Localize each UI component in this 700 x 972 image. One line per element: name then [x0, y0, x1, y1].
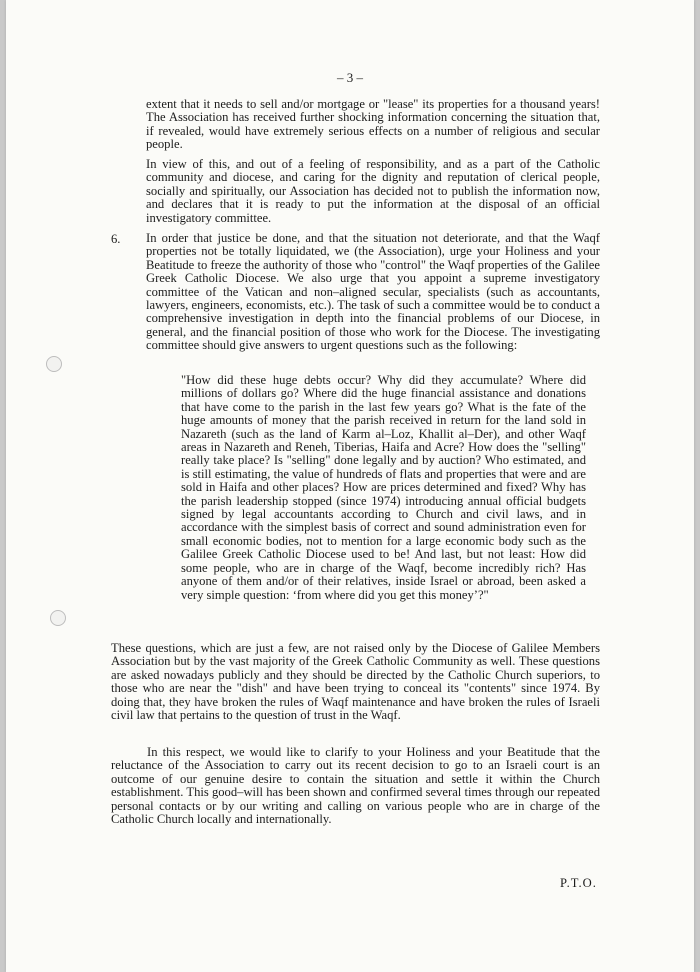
punch-hole-top	[46, 356, 62, 372]
paragraph-view-of-this: In view of this, and out of a feeling of responsibility, and as a part of the Catholic community and diocese, and caring for the dignity and reputation of clerical people, socially and spiritually, our Association has decided not to publish the information now, and declares that it is ready to put the information at the disposal of an official investigatory committee.	[146, 157, 600, 225]
block-quote-questions: "How did these huge debts occur? Why did they accumulate? Where did millions of dollars go? Where did the huge financial assistance and donations that have come to the parish in the last few years go? What is the fate of the huge amounts of money that the parish received in return for the land sold in Nazareth (such as the land of Karm al–Loz, Khallit al–Der), and other Waqf areas in Nazareth and Reneh, Tiberias, Haifa and Acre? How does the "selling" really take place? Is "selling" done legally and by auction? Who estimated, and is still estimating, the value of hundreds of flats and properties that were and are sold in Haifa and other places? How are prices determined and fixed? Why has the parish leadership stopped (since 1974) introducing annual official budgets signed by legal accountants according to Church and civil laws, and in accordance with the simplest basis of correct and sound administration even for small economic bodies, not to mention for a large economic body such as the Galilee Greek Catholic Diocese used to be! And last, but not least: How did some people, who are in charge of the Waqf, become incredibly rich? Has anyone of them and/or of their relatives, inside Israel or abroad, been asked a very simple question: ‘from where did you get this money’?"	[181, 373, 586, 602]
page-number: – 3 –	[337, 70, 363, 85]
item-number-6: 6.	[111, 232, 121, 246]
punch-hole-bottom	[50, 610, 66, 626]
item-6-text: In order that justice be done, and that the situation not deteriorate, and that the Waqf properties not be totally liquidated, we (the Association), urge your Holiness and your Beatitude to freeze the authority of those who "control" the Waqf properties of the Galilee Greek Catholic Diocese. We also urge that you appoint a supreme investigatory committee of the Vatican and non–aligned secular, specialists (such as accountants, lawyers, engineers, economists, etc.). The task of such a committee would be to conduct a comprehensive investigation in depth into the financial problems of our Diocese, in general, and the financial position of those who work for the Diocese. The investigating committee should give answers to urgent questions such as the following:	[146, 231, 600, 353]
paragraph-these-questions: These questions, which are just a few, are not raised only by the Diocese of Galilee Members Association but by the vast majority of the Greek Catholic Community as well. These questions are asked nowadays publicly and they should be directed by the Catholic Church superiors, to those who are near the "dish" and have been trying to conceal its "contents" since 1974. By doing that, they have broken the rules of Waqf maintenance and have broken the rules of Israeli civil law that pertains to the question of trust in the Waqf.	[111, 641, 600, 723]
paragraph-continuation: extent that it needs to sell and/or mortgage or "lease" its properties for a thousand years! The Association has received further shocking information concerning the situation that, if revealed, would have extremely serious effects on a number of religious and secular people.	[146, 97, 600, 152]
paragraph-in-this-respect: In this respect, we would like to clarify to your Holiness and your Beatitude that the reluctance of the Association to carry out its recent decision to go to an Israeli court is an outcome of our genuine desire to contain the situation and settle it within the Church establishment. This good–will has been shown and confirmed several times through our repeated personal contacts or by our writing and calling on various people who are in charge of the Catholic Church locally and internationally.	[111, 745, 600, 827]
pto-label: P.T.O.	[560, 876, 597, 890]
